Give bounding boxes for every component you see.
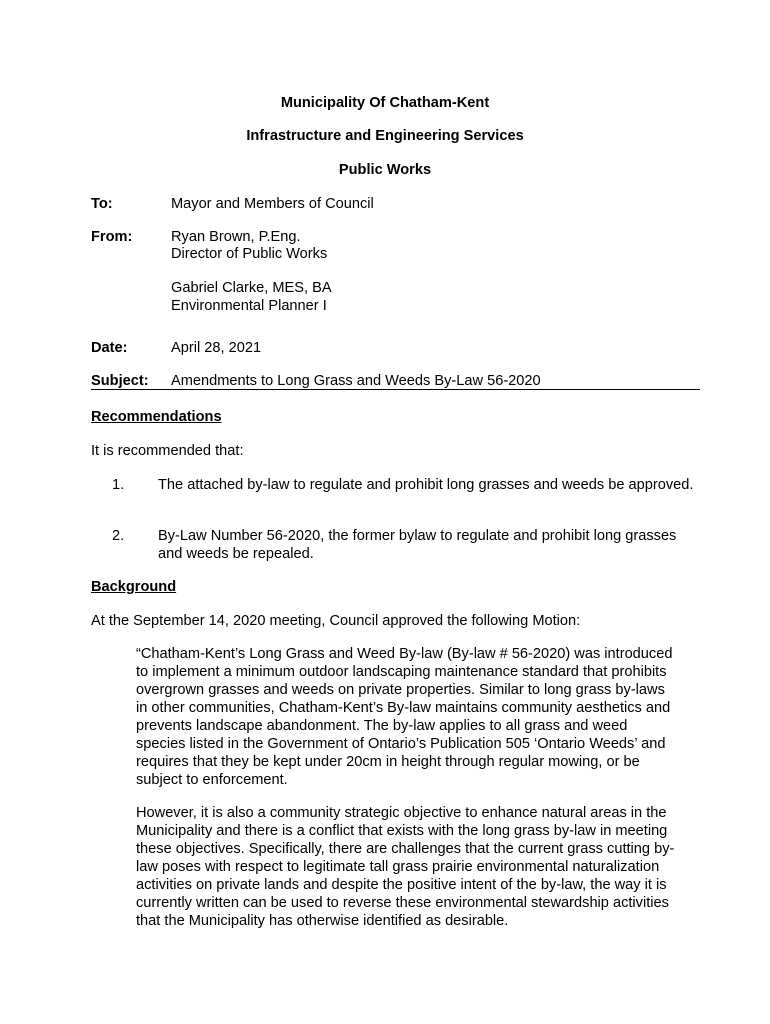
from-label: From: [91,229,133,245]
quote-line: these objectives. Specifically, there are challenges that the current grass cutting by- [136,841,675,857]
from-name-1: Ryan Brown, P.Eng. [171,229,301,245]
header-department: Infrastructure and Engineering Services [246,128,524,144]
subject-label: Subject: [91,373,149,389]
background-heading: Background [91,579,177,595]
quote-line: However, it is also a community strategic objective to enhance natural areas in the [136,805,667,821]
quote-line: activities on private lands and despite the positive intent of the by-law, the way it is [136,877,667,893]
subject-divider [91,389,700,390]
recommendation-number: 2. [112,528,125,544]
date-value: April 28, 2021 [171,340,262,356]
quote-line: law poses with respect to legitimate tall grass prairie environmental naturalization [136,859,660,875]
motion-quote-paragraph-2 [136,804,706,930]
recommendation-number: 1. [112,477,125,493]
background-intro: At the September 14, 2020 meeting, Council approved the following Motion: [91,613,581,629]
header-division: Public Works [338,162,432,178]
date-label: Date: [91,340,128,356]
recommendation-text: By-Law Number 56-2020, the former bylaw to regulate and prohibit long grasses and weeds be repealed. [158,528,677,562]
quote-line: overgrown grasses and weeds on private properties. Similar to long grass by-laws [136,682,665,698]
quote-line: subject to enforcement. [136,772,288,788]
subject-value: Amendments to Long Grass and Weeds By-Law 56-2020 [171,373,541,389]
quote-line: that the Municipality has otherwise identified as desirable. [136,913,509,929]
quote-line: prevents landscape abandonment. The by-law applies to all grass and weed [136,718,628,734]
quote-line: Municipality and there is a conflict that exists with the long grass by-law in meeting [136,823,668,839]
recommendations-intro: It is recommended that: [91,443,244,459]
quote-line: “Chatham-Kent’s Long Grass and Weed By-law (By-law # 56-2020) was introduced [136,646,673,662]
from-title-1: Director of Public Works [171,246,328,262]
quote-line: in other communities, Chatham-Kent’s By-law maintains community aesthetics and [136,700,671,716]
quote-line: to implement a minimum outdoor landscaping maintenance standard that prohibits [136,664,667,680]
quote-line: currently written can be used to reverse these environmental stewardship activities [136,895,669,911]
quote-line: requires that they be kept under 20cm in height through regular mowing, or be [136,754,640,770]
from-title-2: Environmental Planner I [171,298,327,314]
to-value: Mayor and Members of Council [171,196,374,212]
motion-quote-paragraph-1 [136,645,706,789]
to-label: To: [91,196,113,212]
recommendation-text: The attached by-law to regulate and prohibit long grasses and weeds be approved. [158,477,694,493]
header-municipality: Municipality Of Chatham-Kent [280,95,490,111]
from-name-2: Gabriel Clarke, MES, BA [171,280,332,296]
quote-line: species listed in the Government of Ontario’s Publication 505 ‘Ontario Weeds’ and [136,736,666,752]
recommendations-heading: Recommendations [91,409,222,425]
